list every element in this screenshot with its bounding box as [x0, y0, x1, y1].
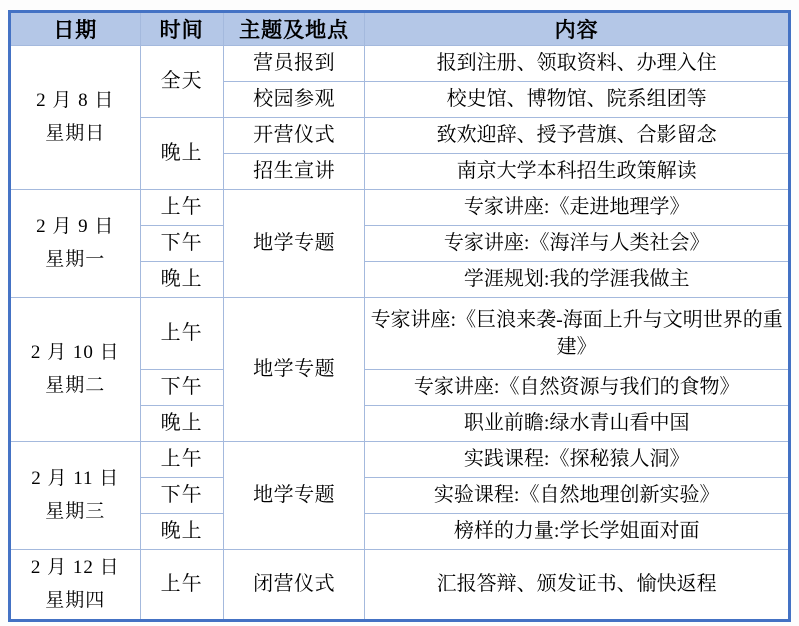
date-cell — [10, 298, 141, 442]
content-cell: 汇报答辩、颁发证书、愉快返程 — [365, 550, 790, 621]
content-cell: 专家讲座:《海洋与人类社会》 — [365, 226, 790, 262]
topic-cell: 开营仪式 — [223, 118, 365, 154]
content-cell: 报到注册、领取资料、办理入住 — [365, 46, 790, 82]
time-cell: 下午 — [140, 226, 223, 262]
content-cell: 榜样的力量:学长学姐面对面 — [365, 514, 790, 550]
camp-schedule-table — [8, 10, 791, 622]
content-cell: 学涯规划:我的学涯我做主 — [365, 262, 790, 298]
weekday-text: 星期日 — [45, 122, 106, 144]
time-cell: 下午 — [140, 478, 223, 514]
topic-cell: 地学专题 — [223, 298, 365, 442]
weekday-text: 星期四 — [45, 589, 106, 611]
topic-cell: 地学专题 — [223, 442, 365, 550]
topic-cell: 招生宣讲 — [223, 154, 365, 190]
topic-cell: 校园参观 — [223, 82, 365, 118]
content-cell: 实践课程:《探秘猿人洞》 — [365, 442, 790, 478]
content-cell: 致欢迎辞、授予营旗、合影留念 — [365, 118, 790, 154]
date-text: 2 月 8 日 — [36, 90, 115, 112]
time-cell: 上午 — [140, 298, 223, 370]
date-text: 2 月 12 日 — [30, 557, 120, 579]
content-cell: 专家讲座:《巨浪来袭-海面上升与文明世界的重建》 — [365, 298, 790, 370]
weekday-text: 星期一 — [45, 248, 106, 270]
content-cell: 专家讲座:《自然资源与我们的食物》 — [365, 370, 790, 406]
topic-cell: 营员报到 — [223, 46, 365, 82]
content-cell: 实验课程:《自然地理创新实验》 — [365, 478, 790, 514]
table-row — [10, 442, 790, 478]
time-cell: 下午 — [140, 370, 223, 406]
date-text: 2 月 9 日 — [36, 216, 115, 238]
content-cell: 专家讲座:《走进地理学》 — [365, 190, 790, 226]
date-cell — [10, 46, 141, 190]
content-cell: 职业前瞻:绿水青山看中国 — [365, 406, 790, 442]
date-cell — [10, 550, 141, 621]
weekday-text: 星期二 — [45, 374, 106, 396]
column-header-content: 内容 — [365, 12, 790, 46]
column-header-time: 时间 — [140, 12, 223, 46]
topic-cell: 地学专题 — [223, 190, 365, 298]
time-cell: 上午 — [140, 550, 223, 621]
date-cell — [10, 442, 141, 550]
content-cell: 南京大学本科招生政策解读 — [365, 154, 790, 190]
date-text: 2 月 11 日 — [31, 468, 120, 490]
time-cell: 晚上 — [140, 406, 223, 442]
table-row — [10, 298, 790, 370]
content-cell: 校史馆、博物馆、院系组团等 — [365, 82, 790, 118]
topic-cell: 闭营仪式 — [223, 550, 365, 621]
time-cell: 晚上 — [140, 514, 223, 550]
time-cell: 上午 — [140, 190, 223, 226]
table-row — [10, 46, 790, 82]
table-row — [10, 550, 790, 621]
time-cell: 全天 — [140, 46, 223, 118]
time-cell: 上午 — [140, 442, 223, 478]
table-row — [10, 190, 790, 226]
date-text: 2 月 10 日 — [30, 342, 120, 364]
column-header-date: 日期 — [10, 12, 141, 46]
time-cell: 晚上 — [140, 118, 223, 190]
weekday-text: 星期三 — [45, 500, 106, 522]
schedule-table-container — [8, 10, 791, 622]
time-cell: 晚上 — [140, 262, 223, 298]
table-header-row — [10, 12, 790, 46]
date-cell — [10, 190, 141, 298]
column-header-topic: 主题及地点 — [223, 12, 365, 46]
